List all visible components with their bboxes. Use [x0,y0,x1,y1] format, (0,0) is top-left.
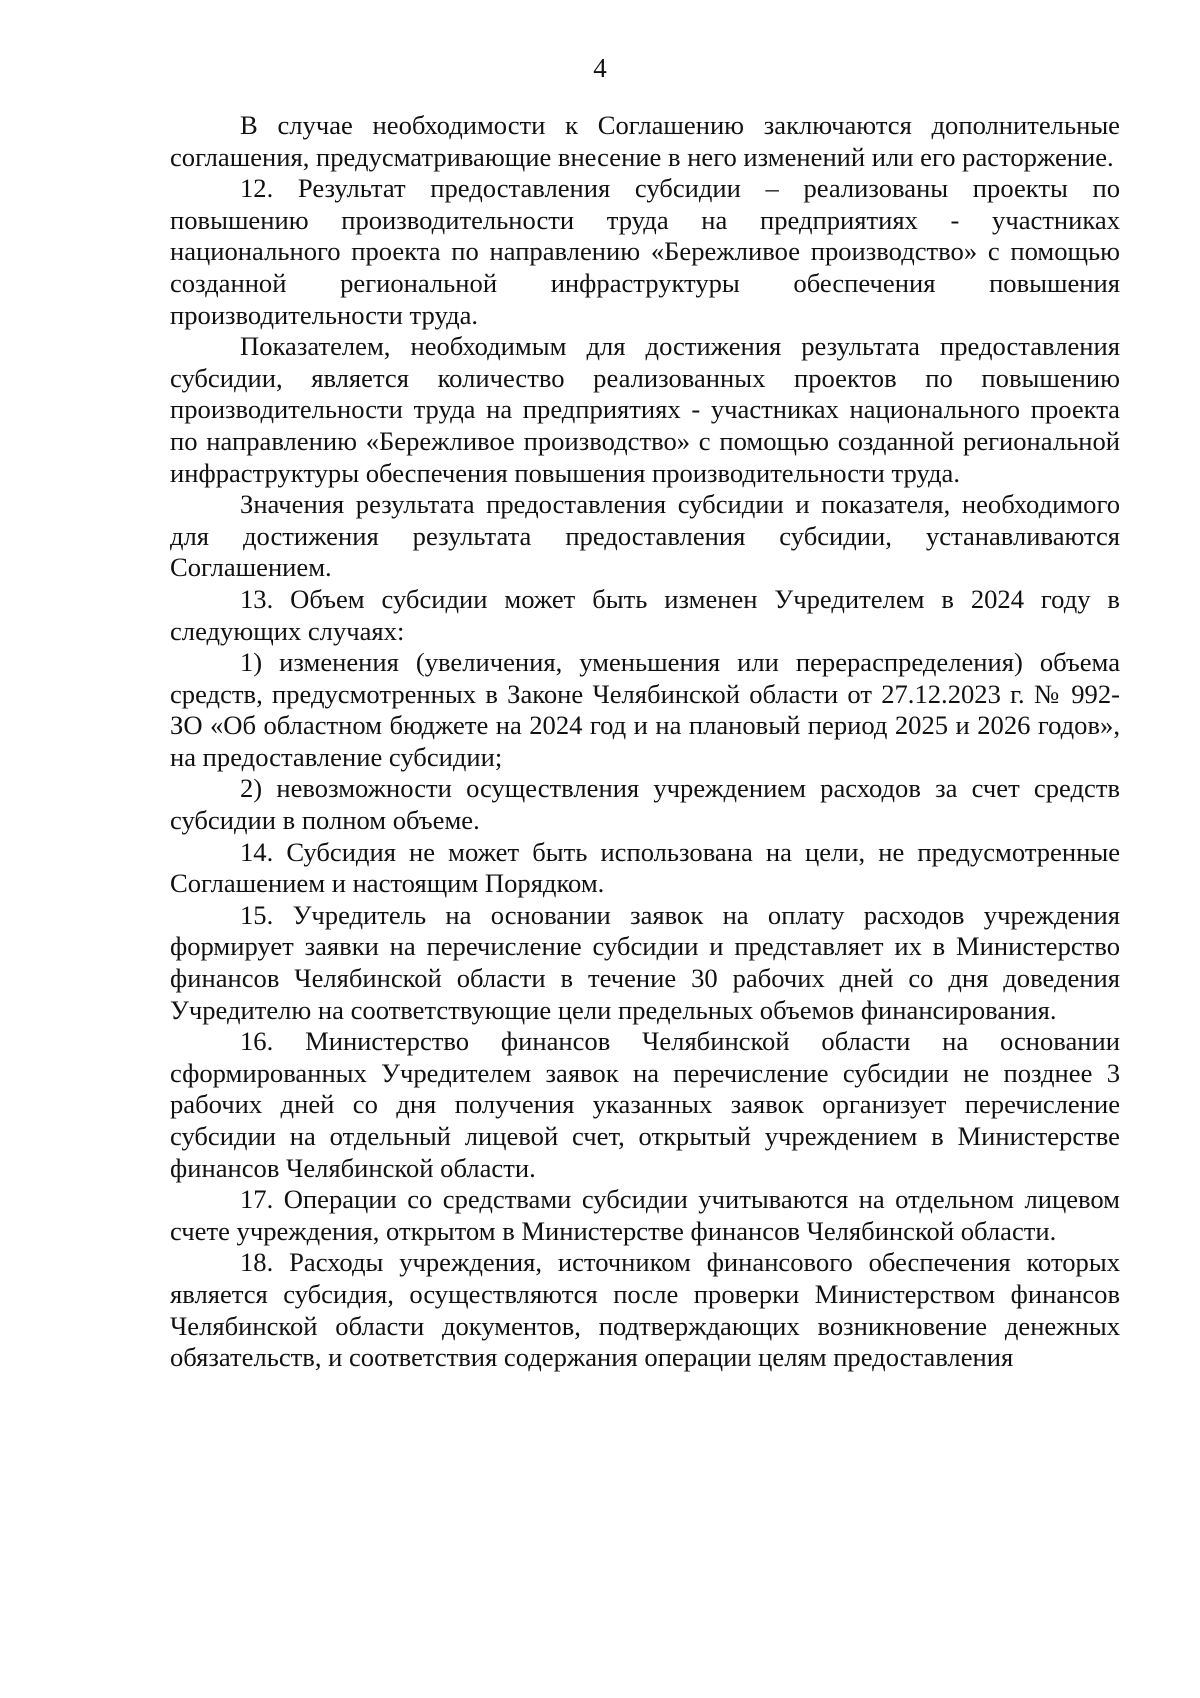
paragraph-18: 18. Расходы учреждения, источником финансового обеспечения которых является субсидия, осуществляются после проверки Министерством финансов Челябинской области документов, подтверждающих возникновение денежных обязательств, и соответствия содержания операции целям предоставления [170,1247,1120,1373]
paragraph-17: 17. Операции со средствами субсидии учитываются на отдельном лицевом счете учреждения, открытом в Министерстве финансов Челябинской области. [170,1184,1120,1246]
paragraph-13-case-2: 2) невозможности осуществления учреждением расходов за счет средств субсидии в полном объеме. [170,773,1120,836]
paragraph-14: 14. Субсидия не может быть использована на цели, не предусмотренные Соглашением и настоящим Порядком. [170,836,1120,899]
paragraph-agreement-amendments: В случае необходимости к Соглашению заключаются дополнительные соглашения, предусматривающие внесение в него изменений или его расторжение. [170,110,1120,172]
paragraph-13-case-1: 1) изменения (увеличения, уменьшения или перераспределения) объема средств, предусмотренных в Законе Челябинской области от 27.12.2023 г. № 992-ЗО «Об областном бюджете на 2024 год и на плановый период 2025 и 2026 годов», на предоставление субсидии; [170,647,1120,772]
paragraph-15: 15. Учредитель на основании заявок на оплату расходов учреждения формирует заявки на перечисление субсидии и представляет их в Министерство финансов Челябинской области в течение 30 рабочих дней со дня доведения Учредителю на соответствующие цели предельных объемов финансирования. [170,899,1120,1025]
paragraph-values: Значения результата предоставления субсидии и показателя, необходимого для достижения результата предоставления субсидии, устанавливаются Соглашением. [170,489,1120,583]
paragraph-12-subsidy-result: 12. Результат предоставления субсидии – реализованы проекты по повышению производительности труда на предприятиях - участниках национального проекта по направлению «Бережливое производство» с помощью созданной региональной инфраструктуры обеспечения повышения производительности труда. [170,173,1120,330]
page-number: 4 [593,53,607,83]
paragraph-indicator: Показателем, необходимым для достижения результата предоставления субсидии, является количество реализованных проектов по повышению производительности труда на предприятиях - участниках национального проекта по направлению «Бережливое производство» с помощью созданной региональной инфраструктуры обеспечения повышения производительности труда. [170,331,1120,488]
document-body [170,110,1120,1374]
paragraph-13-subsidy-volume: 13. Объем субсидии может быть изменен Учредителем в 2024 году в следующих случаях: [170,583,1120,646]
paragraph-16: 16. Министерство финансов Челябинской области на основании сформированных Учредителем заявок на перечисление субсидии не позднее 3 рабочих дней со дня получения указанных заявок организует перечисление субсидии на отдельный лицевой счет, открытый учреждением в Министерстве финансов Челябинской области. [170,1026,1120,1183]
